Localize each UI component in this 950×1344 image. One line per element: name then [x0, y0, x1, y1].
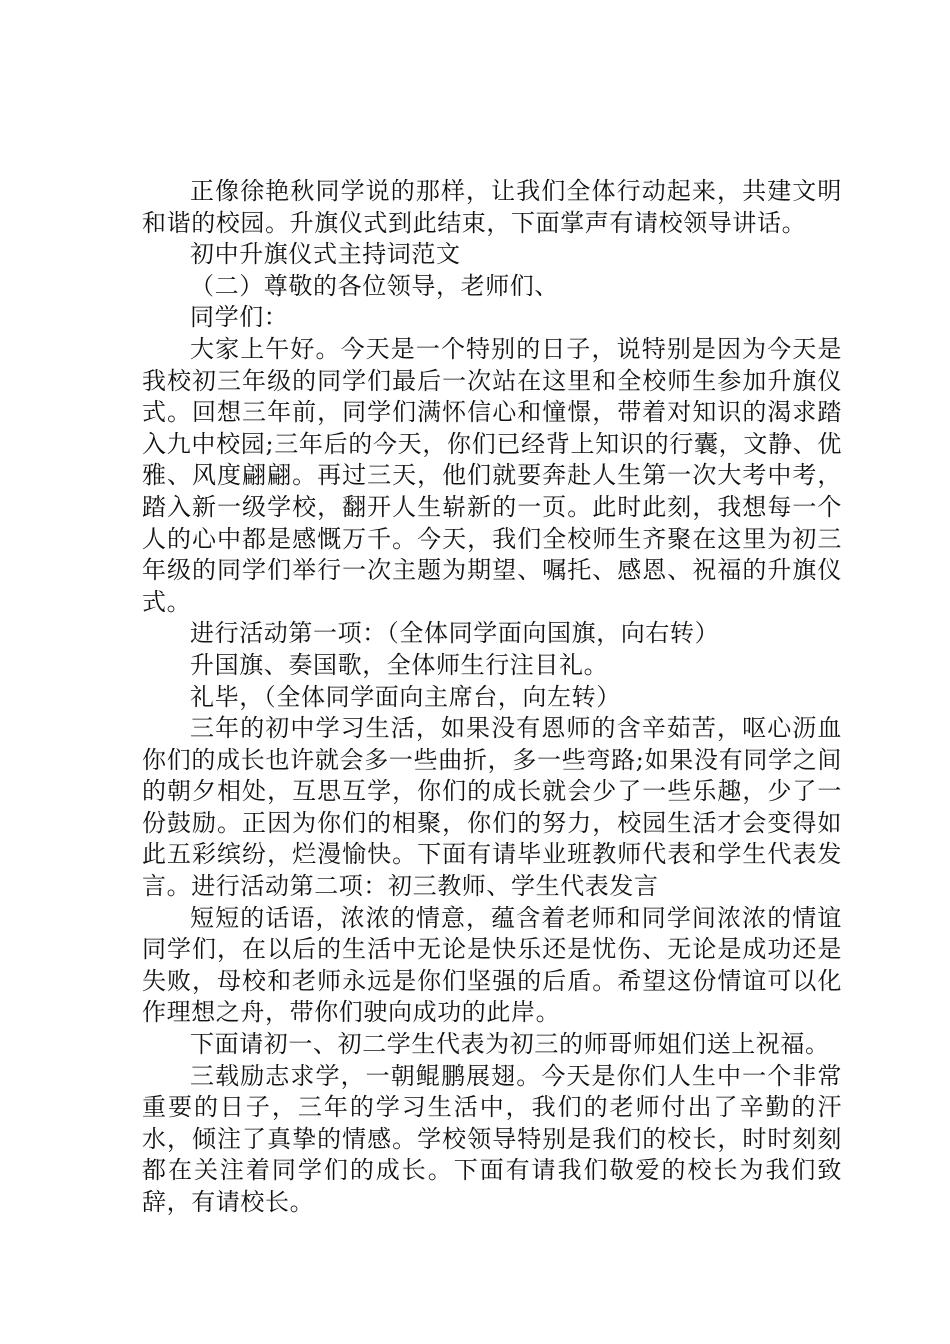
paragraph-flag-raising: 升国旗、奏国歌，全体师生行注目礼。 [190, 650, 609, 679]
paragraph-friendship: 短短的话语，浓浓的情意，蕴含着老师和同学间浓浓的情谊同学们，在以后的生活中无论是快乐还是忧伤、无论是成功还是失败，母校和老师永远是你们坚强的后盾。希望这份情谊可以化作理想之舟，带你们驶向成功的此岸。 [142, 903, 842, 1027]
paragraph-greeting-students: 同学们： [190, 303, 289, 332]
paragraph-school-life: 三年的初中学习生活，如果没有恩师的含辛茹苦，呕心沥血你们的成长也许就会多一些曲折，多一些弯路;如果没有同学之间的朝夕相处，互思互学，你们的成长就会少了一些乐趣，少了一份鼓励。正因为你们的相聚，你们的努力，校园生活才会变得如此五彩缤纷，烂漫愉快。下面有请毕业班教师代表和学生代表发言。进行活动第二项：初三教师、学生代表发言 [142, 714, 842, 901]
paragraph-ceremony-end: 礼毕，（全体同学面向主席台，向左转） [190, 682, 621, 711]
paragraph-principal-invite: 三载励志求学，一朝鲲鹏展翅。今天是你们人生中一个非常重要的日子，三年的学习生活中，我们的老师付出了辛勤的汗水，倾注了真挚的情感。学校领导特别是我们的校长，时时刻刻都在关注着同学们的成长。下面有请我们敬爱的校长为我们致辞，有请校长。 [142, 1061, 842, 1216]
paragraph-opening: 大家上午好。今天是一个特别的日子，说特别是因为今天是我校初三年级的同学们最后一次站在这里和全校师生参加升旗仪式。回想三年前，同学们满怀信心和憧憬，带着对知识的渴求踏入九中校园;三年后的今天，你们已经背上知识的行囊，文静、优雅、风度翩翩。再过三天，他们就要奔赴人生第一次大考中考，踏入新一级学校，翻开人生崭新的一页。此时此刻，我想每一个人的心中都是感慨万千。今天，我们全校师生齐聚在这里为初三年级的同学们举行一次主题为期望、嘱托、感恩、祝福的升旗仪式。 [142, 334, 842, 616]
document-body [142, 176, 842, 1219]
paragraph-closing-remarks: 正像徐艳秋同学说的那样，让我们全体行动起来，共建文明和谐的校园。升旗仪式到此结束，下面掌声有请校领导讲话。 [142, 177, 842, 237]
paragraph-title: 初中升旗仪式主持词范文 [190, 240, 461, 269]
paragraph-blessings: 下面请初一、初二学生代表为初三的师哥师姐们送上祝福。 [190, 1030, 830, 1059]
paragraph-greeting-leaders: （二）尊敬的各位领导，老师们、 [190, 271, 559, 300]
paragraph-activity-one: 进行活动第一项：（全体同学面向国旗，向右转） [190, 619, 720, 648]
